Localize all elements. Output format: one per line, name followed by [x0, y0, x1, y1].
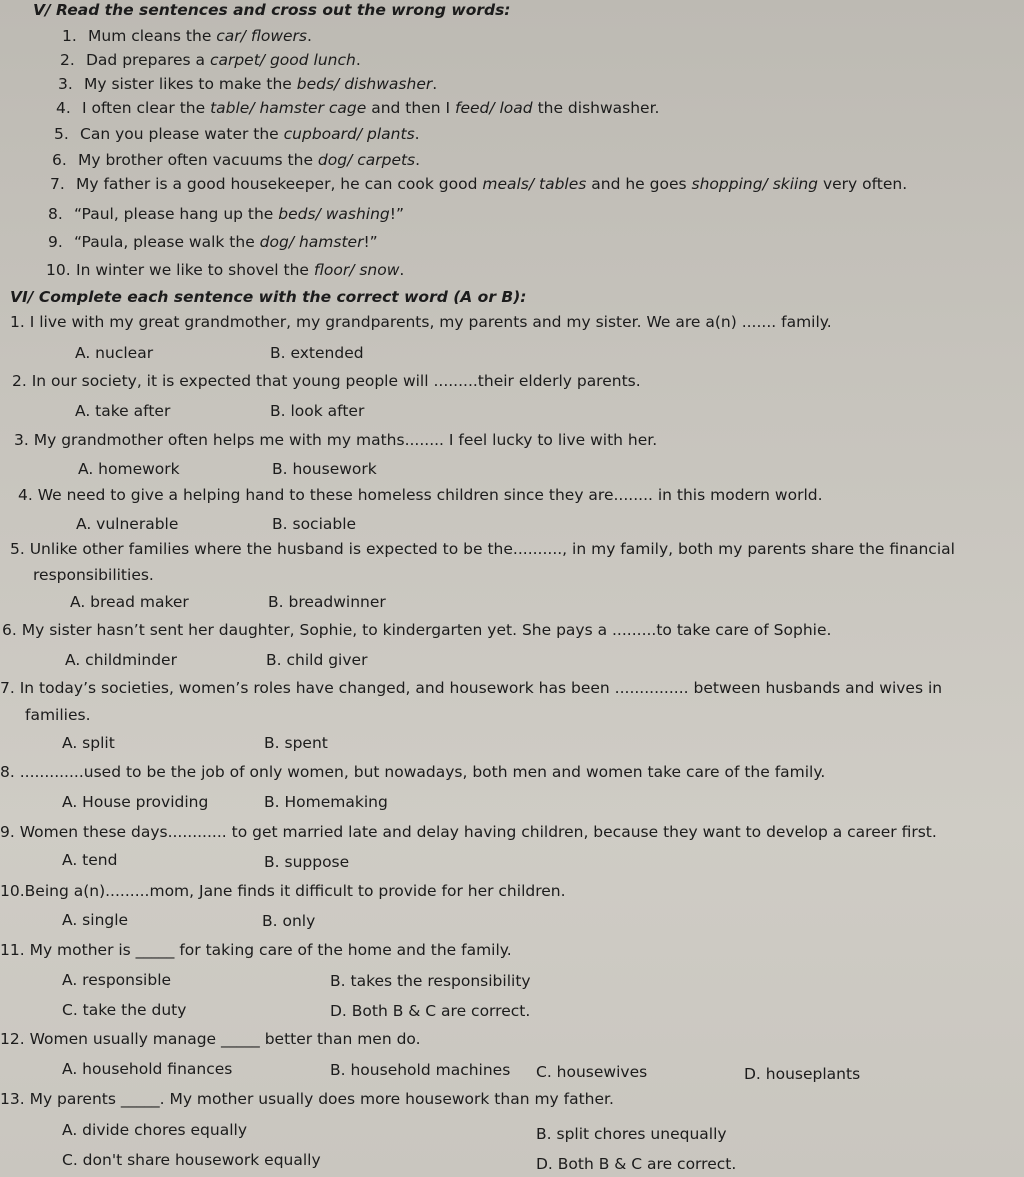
- question-text: 3. My grandmother often helps me with my maths........ I feel lucky to live with her.: [14, 431, 658, 449]
- item-text: “Paula, please walk the: [74, 233, 260, 251]
- item-text: and then I: [366, 99, 455, 117]
- answer-option: A. take after: [75, 402, 171, 420]
- item-text: .: [432, 75, 438, 93]
- question-text: responsibilities.: [33, 566, 154, 584]
- answer-option: D. Both B & C are correct.: [536, 1155, 737, 1173]
- choice-words: car/ flowers: [216, 27, 307, 45]
- choice-words: dog/ carpets: [317, 151, 416, 169]
- item-text: I often clear the: [82, 99, 211, 117]
- answer-option: A. bread maker: [70, 593, 189, 611]
- answer-option: A. divide chores equally: [62, 1121, 247, 1139]
- answer-option: B. sociable: [272, 515, 357, 533]
- item-text: .: [399, 261, 405, 279]
- section-5-item: [60, 50, 361, 70]
- choice-words: floor/ snow: [313, 261, 400, 279]
- answer-option: B. child giver: [266, 651, 368, 669]
- question-text: 6. My sister hasn’t sent her daughter, Sophie, to kindergarten yet. She pays a .........to take care of Sophie.: [2, 621, 832, 639]
- item-number: 6.: [52, 151, 67, 169]
- item-text: Dad prepares a: [86, 51, 210, 69]
- item-text: !”: [389, 205, 405, 223]
- answer-option: B. extended: [270, 344, 364, 362]
- answer-option: A. tend: [62, 851, 118, 869]
- answer-option: A. split: [62, 734, 115, 752]
- answer-option: B. housework: [272, 460, 377, 478]
- item-number: 2.: [60, 51, 75, 69]
- answer-option: B. spent: [264, 734, 328, 752]
- item-text: the dishwasher.: [532, 99, 660, 117]
- item-number: 1.: [62, 27, 77, 45]
- answer-option: A. nuclear: [75, 344, 154, 362]
- answer-option: B. only: [262, 912, 316, 930]
- answer-option: D. Both B & C are correct.: [330, 1002, 531, 1020]
- answer-option: A. single: [62, 911, 129, 929]
- item-text: In winter we like to shovel the: [76, 261, 314, 279]
- item-text: My brother often vacuums the: [78, 151, 318, 169]
- item-number: 10.: [46, 261, 71, 279]
- answer-option: B. split chores unequally: [536, 1125, 727, 1143]
- item-text: .: [415, 151, 421, 169]
- choice-words: dog/ hamster: [259, 233, 364, 251]
- item-text: My sister likes to make the: [84, 75, 297, 93]
- item-text: Mum cleans the: [88, 27, 217, 45]
- question-text: 5. Unlike other families where the husband is expected to be the.........., in my family, both my parents share the financial: [10, 540, 955, 558]
- question-text: 12. Women usually manage _____ better than men do.: [0, 1030, 421, 1048]
- question-text: 8. .............used to be the job of only women, but nowadays, both men and women take care of the family.: [0, 763, 826, 781]
- question-text: 2. In our society, it is expected that young people will .........their elderly parents.: [12, 372, 641, 390]
- answer-option: A. House providing: [62, 793, 209, 811]
- question-text: 1. I live with my great grandmother, my grandparents, my parents and my sister. We are a(n) ....... family.: [10, 313, 832, 331]
- section-5-item: [52, 150, 420, 170]
- answer-option: A. vulnerable: [76, 515, 179, 533]
- item-number: 8.: [48, 205, 63, 223]
- question-text: 13. My parents _____. My mother usually does more housework than my father.: [0, 1090, 614, 1108]
- choice-words: beds/ dishwasher: [296, 75, 433, 93]
- item-text: !”: [363, 233, 378, 251]
- answer-option: B. look after: [270, 402, 365, 420]
- item-text: .: [355, 51, 361, 69]
- item-number: 7.: [50, 175, 65, 193]
- item-text: Can you please water the: [80, 125, 284, 143]
- question-text: 10.Being a(n).........mom, Jane finds it difficult to provide for her children.: [0, 882, 566, 900]
- section-5-item: [48, 232, 378, 252]
- answer-option: C. take the duty: [62, 1001, 187, 1019]
- section-5-item: [48, 204, 404, 224]
- choice-words: meals/ tables: [482, 175, 587, 193]
- answer-option: B. breadwinner: [268, 593, 386, 611]
- section-5-heading: V/ Read the sentences and cross out the wrong words:: [33, 1, 511, 19]
- section-5-item: [50, 174, 907, 194]
- item-text: .: [414, 125, 420, 143]
- choice-words: beds/ washing: [278, 205, 390, 223]
- section-5-item: [58, 74, 437, 94]
- answer-option: C. housewives: [536, 1063, 648, 1081]
- section-5-item: [56, 98, 659, 118]
- answer-option: C. don't share housework equally: [62, 1151, 321, 1169]
- question-text: families.: [25, 706, 91, 724]
- answer-option: B. Homemaking: [264, 793, 388, 811]
- question-text: 9. Women these days............ to get married late and delay having children, because they want to develop a career first.: [0, 823, 937, 841]
- choice-words: shopping/ skiing: [691, 175, 819, 193]
- answer-option: D. houseplants: [744, 1065, 861, 1083]
- answer-option: A. homework: [78, 460, 180, 478]
- choice-words: table/ hamster cage: [210, 99, 367, 117]
- answer-option: A. childminder: [65, 651, 177, 669]
- choice-words: cupboard/ plants: [283, 125, 415, 143]
- question-text: 4. We need to give a helping hand to these homeless children since they are........ in this modern world.: [18, 486, 823, 504]
- item-text: very often.: [818, 175, 908, 193]
- question-text: 11. My mother is _____ for taking care of the home and the family.: [0, 941, 512, 959]
- item-text: and he goes: [586, 175, 692, 193]
- question-text: 7. In today’s societies, women’s roles have changed, and housework has been ............... between husbands and wives in: [0, 679, 943, 697]
- choice-words: feed/ load: [454, 99, 533, 117]
- item-number: 4.: [56, 99, 71, 117]
- item-number: 5.: [54, 125, 69, 143]
- answer-option: A. household finances: [62, 1060, 233, 1078]
- answer-option: B. suppose: [264, 853, 350, 871]
- item-text: My father is a good housekeeper, he can cook good: [76, 175, 483, 193]
- item-number: 3.: [58, 75, 73, 93]
- answer-option: A. responsible: [62, 971, 172, 989]
- item-number: 9.: [48, 233, 63, 251]
- section-5-item: [46, 260, 404, 280]
- section-6-heading: VI/ Complete each sentence with the correct word (A or B):: [10, 288, 527, 306]
- choice-words: carpet/ good lunch: [209, 51, 356, 69]
- section-5-item: [62, 26, 312, 46]
- answer-option: B. takes the responsibility: [330, 972, 531, 990]
- section-5-item: [54, 124, 420, 144]
- item-text: .: [306, 27, 312, 45]
- answer-option: B. household machines: [330, 1061, 511, 1079]
- item-text: “Paul, please hang up the: [74, 205, 279, 223]
